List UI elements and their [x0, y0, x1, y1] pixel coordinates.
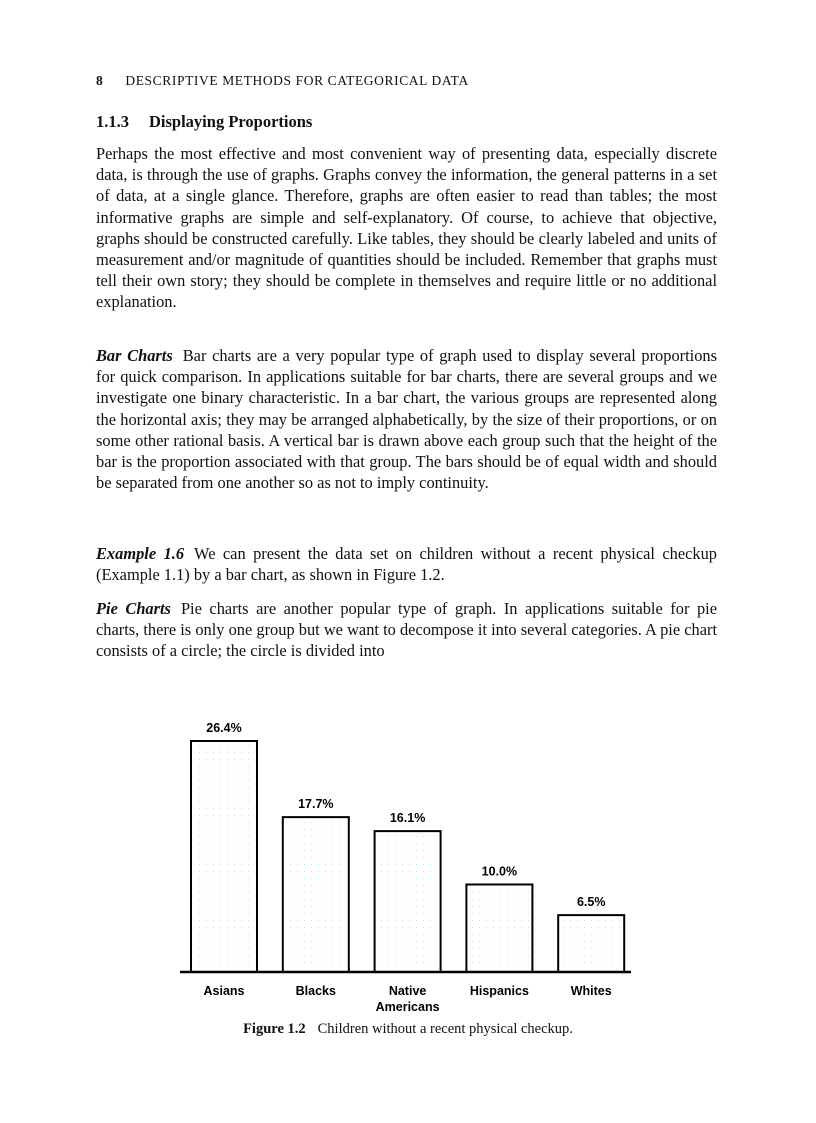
- data-label-asians: 26.4%: [206, 721, 242, 735]
- labels-group: [204, 721, 612, 1014]
- figure-caption: [0, 1021, 816, 1038]
- section-title: Displaying Proportions: [149, 112, 313, 131]
- paragraph-example: [96, 543, 717, 585]
- bar-blacks: [283, 817, 349, 972]
- bars-group: [191, 741, 624, 972]
- paragraph-lead-pie-charts: Pie Charts: [96, 599, 171, 618]
- data-label-whites: 6.5%: [576, 895, 606, 910]
- data-label-hispanics: 10.0%: [481, 864, 518, 879]
- section-number: 1.1.3: [96, 112, 129, 131]
- bar-whites: [558, 915, 624, 972]
- bar-stipple-blacks: [286, 820, 346, 969]
- paragraph-intro: Perhaps the most effective and most convenient way of presenting data, especially discrete data, is through the use of graphs. Graphs convey the information, the general patterns in a set of data, at a single glance. Therefore, graphs are often easier to read than tables; the most informative graphs are simple and self-explanatory. Of course, to achieve that objective, graphs should be constructed carefully. Like tables, they should be clearly labeled and units of measurement and/or magnitude of quantities should be included. Remember that graphs must tell their own story; they should be complete in themselves and require little or no additional explanation.: [96, 144, 717, 312]
- running-head: [96, 73, 469, 89]
- paragraph-text-example: We can present the data set on children without a recent physical checkup (Example 1.1) by a bar chart, as shown in Figure 1.2.: [96, 544, 717, 585]
- bar-hispanics: [466, 885, 532, 973]
- bar-stipple-whites: [561, 918, 621, 969]
- paragraph-text-pie-charts: Pie charts are another popular type of graph. In applications suitable for pie charts, there is only one group but we want to decompose it into several categories. A pie chart consists of a circle; the circle is divided into: [96, 599, 717, 661]
- data-label-native-americans: 16.1%: [389, 811, 426, 826]
- figure-label: Figure 1.2: [243, 1021, 306, 1037]
- category-label-blacks: Blacks: [295, 984, 336, 998]
- paragraph-pie-charts: [96, 598, 717, 662]
- bar-asians: [191, 741, 257, 972]
- category-label-asians: Asians: [203, 984, 245, 998]
- bar-stipple-asians: [194, 744, 254, 969]
- paragraph-text-bar-charts: Bar charts are a very popular type of graph used to display several proportions for quick comparison. In applications suitable for bar charts, there are several groups and we investigate one binary characteristic. In a bar chart, the various groups are represented along the horizontal axis; they may be arranged alphabetically, by the size of their proportions, or on some other rational basis. A vertical bar is drawn above each group such that the height of the bar is the proportion associated with that group. The bars should be of equal width and should be separated from one another so as not to imply continuity.: [96, 346, 717, 493]
- category-label-hispanics: Hispanics: [469, 984, 529, 998]
- paragraph-bar-charts: [96, 345, 717, 493]
- bar-native-americans: [375, 831, 441, 972]
- category-label-native-americans: Americans: [375, 1000, 440, 1014]
- running-head-title: DESCRIPTIVE METHODS FOR CATEGORICAL DATA: [125, 73, 469, 88]
- category-label-native-americans: Native: [388, 984, 427, 998]
- bar-stipple-hispanics: [469, 888, 529, 970]
- bar-stipple-native-americans: [378, 834, 438, 969]
- figure-caption-text: Children without a recent physical checkup.: [317, 1021, 573, 1037]
- section-heading: [96, 112, 312, 132]
- data-label-blacks: 17.7%: [298, 797, 334, 812]
- paragraph-lead-bar-charts: Bar Charts: [96, 346, 173, 365]
- category-label-whites: Whites: [570, 984, 612, 998]
- page-number: 8: [96, 73, 104, 88]
- paragraph-lead-example: Example 1.6: [96, 544, 185, 563]
